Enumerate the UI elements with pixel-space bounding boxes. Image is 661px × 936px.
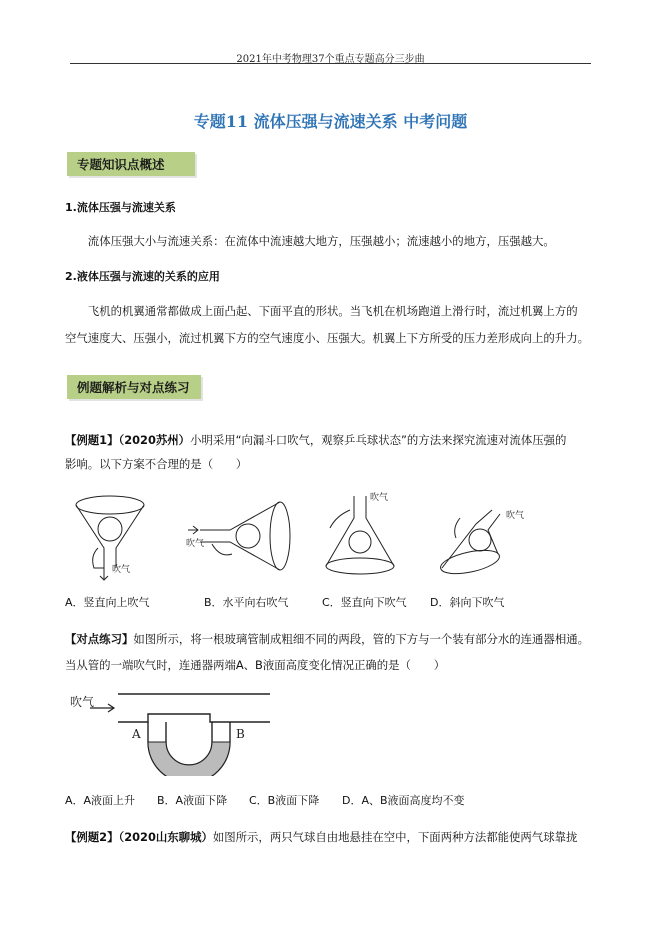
example1-option-d: D．斜向下吹气 xyxy=(430,596,505,609)
figure-c-funnel xyxy=(326,496,394,574)
point2-heading: 2.液体压强与流速的关系的应用 xyxy=(65,270,220,283)
practice1-label: 【对点练习】 xyxy=(65,632,134,646)
point2-text-line1: 飞机的机翼通常都做成上面凸起、下面平直的形状。当飞机在机场跑道上滑行时，流过机翼上方的 xyxy=(87,304,578,318)
example1-source: （2020苏州） xyxy=(118,433,191,447)
section-tag-examples: 例题解析与对点练习 xyxy=(67,375,201,399)
tube-figure xyxy=(70,686,270,776)
header-rule xyxy=(70,63,591,64)
example2-line1 xyxy=(65,826,593,849)
practice1-text: 如图所示，将一根玻璃管制成粗细不同的两段，管的下方与一个装有部分水的连通器相通。 xyxy=(133,632,589,646)
example1-line2: 影响。以下方案不合理的是（ ） xyxy=(65,457,248,471)
example2-label: 【例题2】 xyxy=(65,830,119,844)
figure-a-blow-label: 吹气 xyxy=(112,565,131,575)
figure-b-blow-label: 吹气 xyxy=(186,539,205,549)
page-header: 2021年中考物理37个重点专题高分三步曲 xyxy=(236,54,425,65)
example1-option-b: B．水平向右吹气 xyxy=(204,596,289,609)
practice1-option-a: A．A液面上升 xyxy=(65,794,136,807)
tube-label-a: A xyxy=(132,727,141,741)
example1-label: 【例题1】 xyxy=(65,433,119,447)
example1-options xyxy=(65,594,504,610)
example2-text: 如图所示，两只气球自由地悬挂在空中，下面两种方法都能使两气球靠拢 xyxy=(212,830,578,844)
practice1-option-b: B．A液面下降 xyxy=(157,794,228,807)
figure-d-blow-label: 吹气 xyxy=(506,511,525,521)
practice1-options xyxy=(65,792,465,808)
funnel-figures xyxy=(60,488,530,586)
point1-heading: 1.流体压强与流速关系 xyxy=(65,201,176,214)
figure-a-funnel xyxy=(76,496,144,580)
example1-text: 小明采用“向漏斗口吹气，观察乒乓球状态”的方法来探究流速对流体压强的 xyxy=(190,433,567,447)
page-title: 专题11 流体压强与流速关系 中考问题 xyxy=(193,112,468,131)
figure-d-funnel xyxy=(439,510,502,578)
tube-blow-label: 吹气 xyxy=(70,695,95,709)
example2-source: （2020山东聊城） xyxy=(118,830,213,844)
practice1-option-c: C．B液面下降 xyxy=(249,794,320,807)
example1-option-a: A．竖直向上吹气 xyxy=(65,596,150,609)
practice1-line2: 当从管的一端吹气时，连通器两端A、B液面高度变化情况正确的是（ ） xyxy=(65,658,446,672)
point2-text-line2: 空气速度大、压强小，流过机翼下方的空气速度小、压强大。机翼上下方所受的压力差形成向上的升力。 xyxy=(65,331,589,345)
practice1-option-d: D．A、B液面高度均不变 xyxy=(342,794,465,807)
figure-c-blow-label: 吹气 xyxy=(370,493,389,503)
example1-line1 xyxy=(65,429,593,452)
figure-b-funnel xyxy=(188,502,290,570)
example1-option-c: C．竖直向下吹气 xyxy=(322,596,407,609)
section-tag-overview: 专题知识点概述 xyxy=(67,152,195,176)
practice1-line1 xyxy=(65,628,593,651)
tube-label-b: B xyxy=(236,727,245,741)
point1-text: 流体压强大小与流速关系：在流体中流速越大地方，压强越小；流速越小的地方，压强越大。 xyxy=(87,234,555,248)
